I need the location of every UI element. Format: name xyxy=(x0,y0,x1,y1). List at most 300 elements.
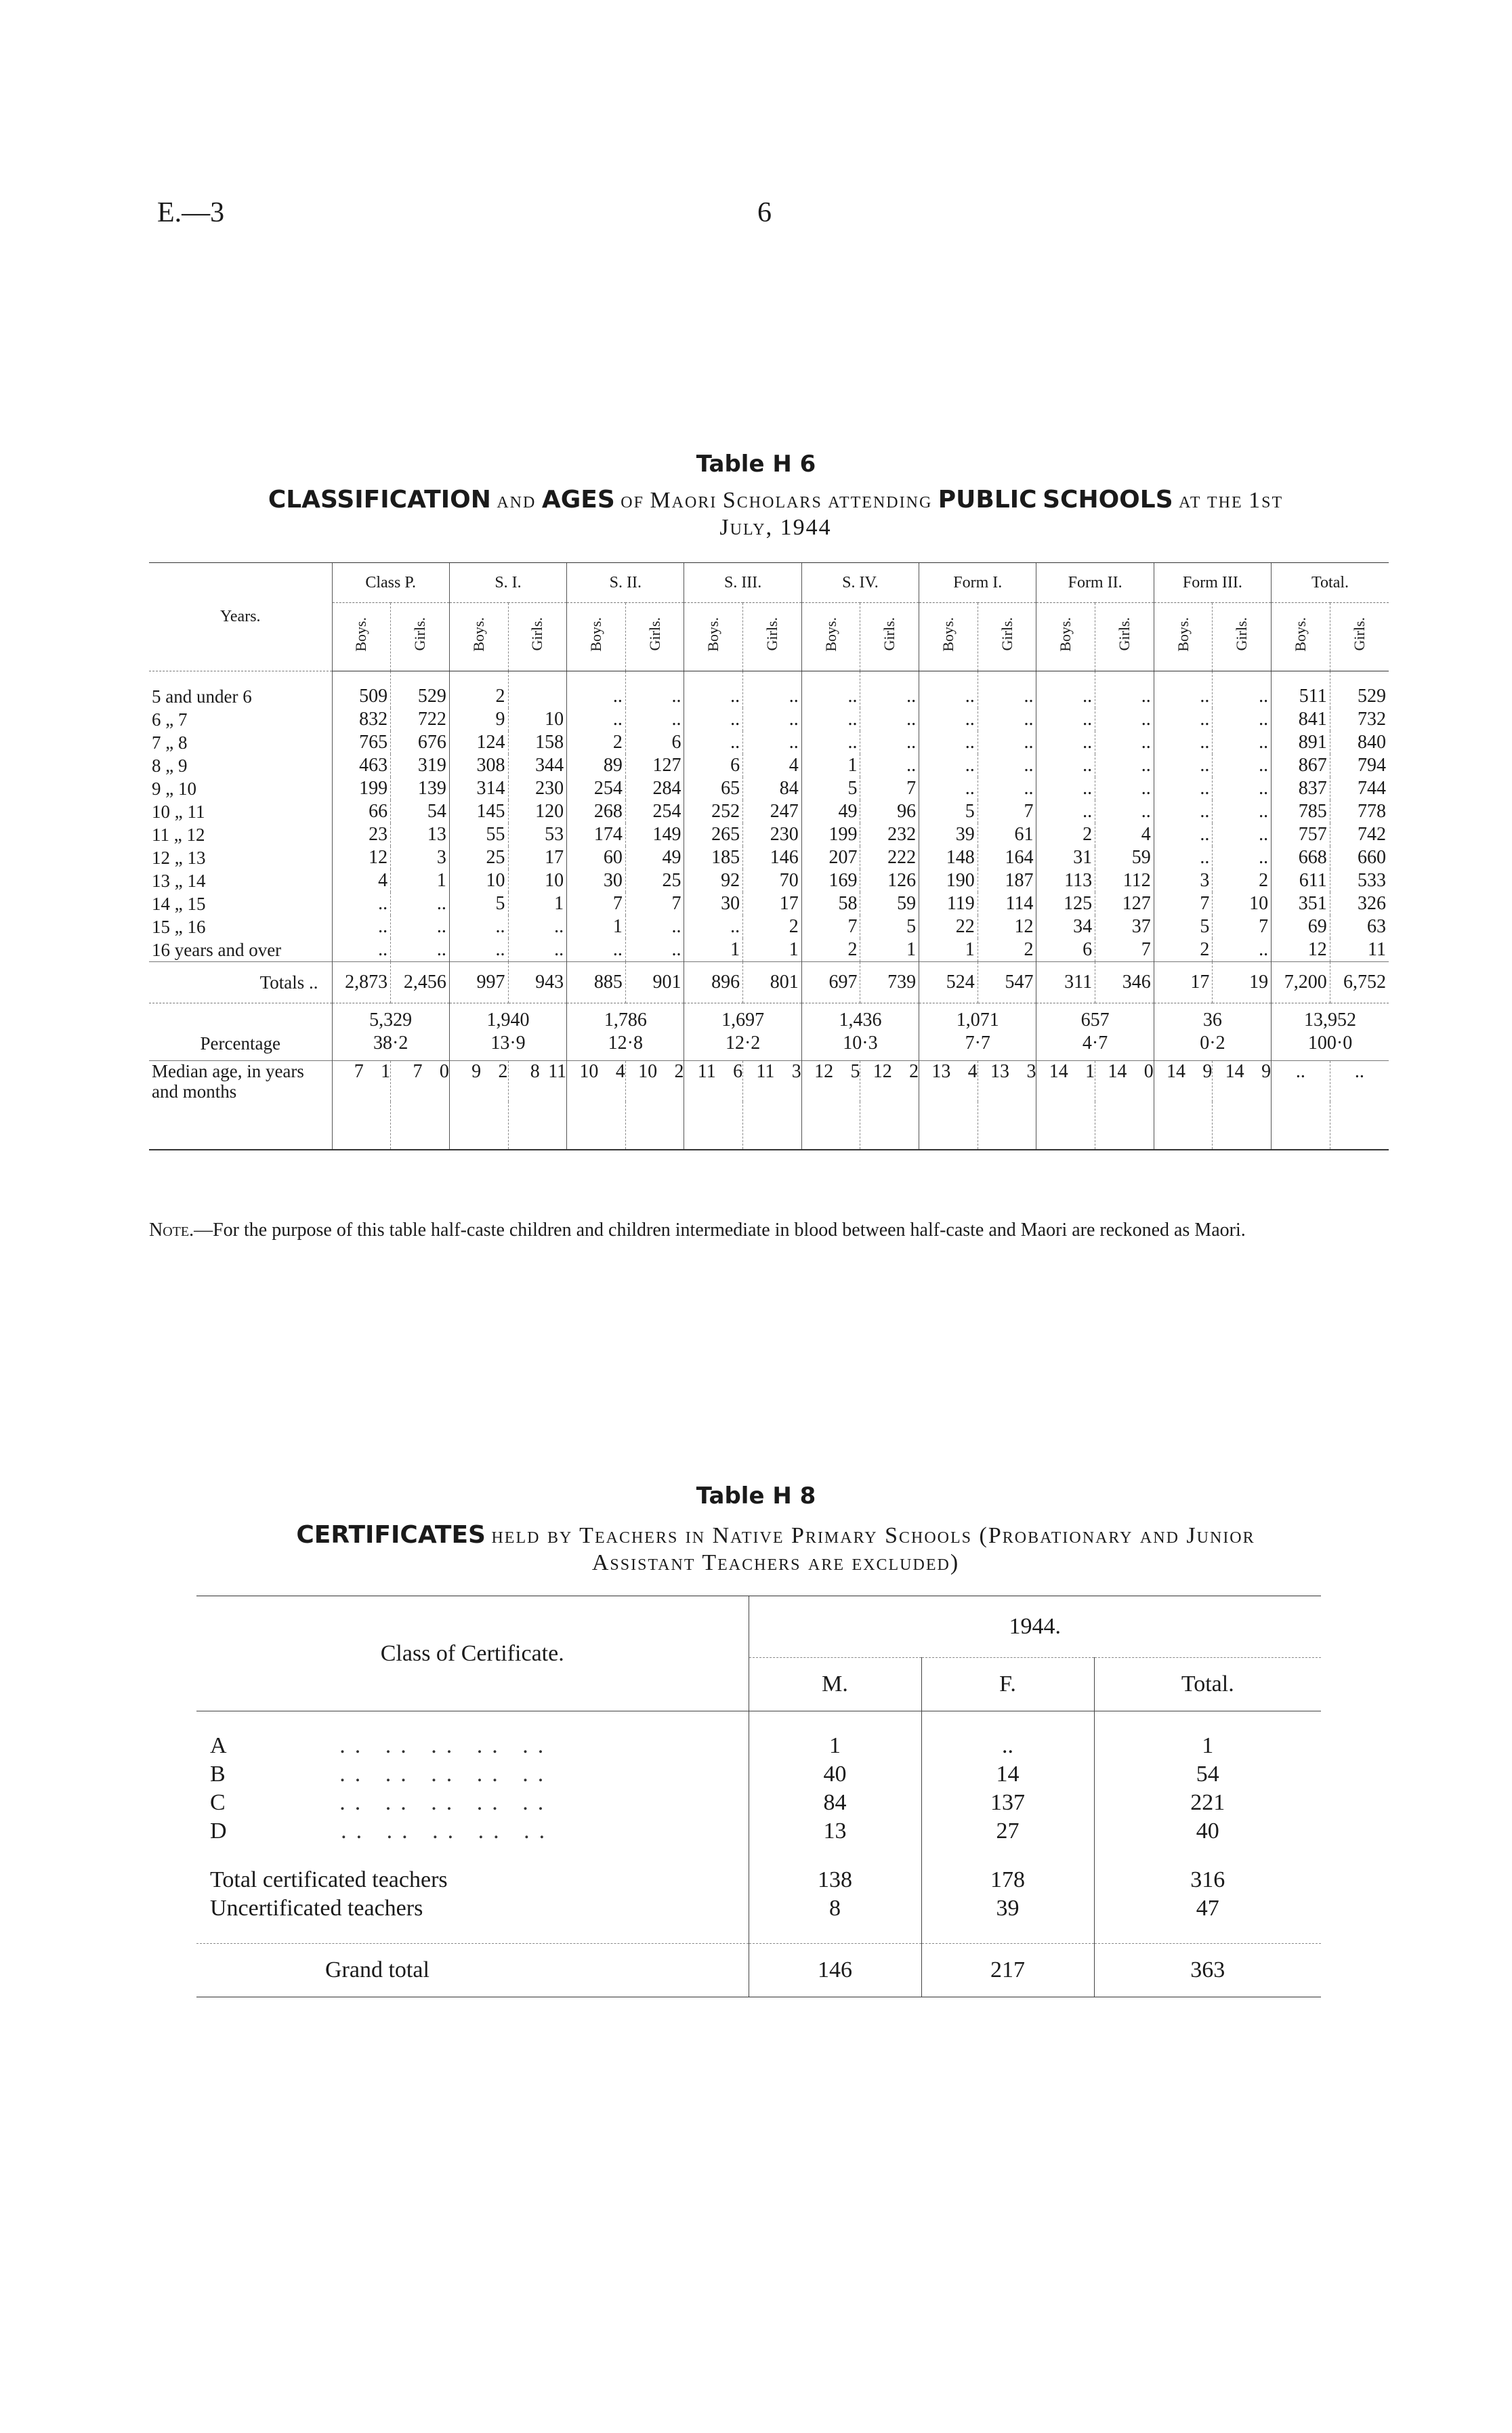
heading-word: AGES xyxy=(541,486,615,514)
total-value: 17 xyxy=(1154,962,1213,1003)
group-header: Total. xyxy=(1272,563,1389,603)
blank-cell xyxy=(567,1102,626,1150)
blank-cell xyxy=(1094,1711,1321,1732)
female-header: F. xyxy=(921,1658,1094,1711)
median-age-cell xyxy=(449,1061,508,1102)
certificates-table xyxy=(196,1596,1321,1997)
group-total: 1,071 xyxy=(956,1010,999,1031)
cell-value: .. xyxy=(1213,754,1272,777)
cell-value: .. xyxy=(332,892,391,915)
age-range-label: 14 „ 15 xyxy=(152,894,206,914)
cell-value: .. xyxy=(1036,800,1095,823)
median-years: 14 xyxy=(1049,1061,1068,1082)
cell-value: .. xyxy=(1095,731,1154,754)
total-value: 997 xyxy=(449,962,508,1003)
certificate-class-label xyxy=(196,1817,749,1846)
median-age-cell xyxy=(391,1061,450,1102)
total-count: 47 xyxy=(1094,1894,1321,1923)
cell-value: .. xyxy=(1154,731,1213,754)
cell-value: 3 xyxy=(1154,869,1213,892)
median-age-cell xyxy=(332,1061,391,1102)
total-value: 901 xyxy=(625,962,684,1003)
cell-value: .. xyxy=(684,915,743,938)
girls-header xyxy=(978,603,1036,671)
blank-cell xyxy=(921,1846,1094,1866)
cell-value: .. xyxy=(449,938,508,962)
blank-cell xyxy=(625,1102,684,1150)
cell-value: 89 xyxy=(567,754,626,777)
cell-value: .. xyxy=(567,938,626,962)
total-value: 346 xyxy=(1095,962,1154,1003)
age-range-label: 12 „ 13 xyxy=(152,848,206,868)
cell-value: 785 xyxy=(1272,800,1330,823)
median-age-cell xyxy=(567,1061,626,1102)
median-age-cell xyxy=(1036,1061,1095,1102)
table-row xyxy=(196,1866,1321,1894)
table-h8-label: Table H 8 xyxy=(696,1482,816,1510)
heading-word: PUBLIC xyxy=(938,486,1037,514)
cell-value: 187 xyxy=(978,869,1036,892)
cell-value: 832 xyxy=(332,708,391,731)
certificates-table-body xyxy=(196,1711,1321,1997)
cell-value: 794 xyxy=(1330,754,1389,777)
cell-value: 10 xyxy=(449,869,508,892)
median-years: 12 xyxy=(873,1061,892,1082)
group-header: S. IV. xyxy=(801,563,919,603)
total-count: 363 xyxy=(1094,1944,1321,1997)
median-value: .. xyxy=(1354,1061,1364,1082)
girls-header xyxy=(860,603,919,671)
female-count: 137 xyxy=(921,1789,1094,1817)
blank-cell xyxy=(749,1846,921,1866)
girls-label: Girls. xyxy=(881,617,898,651)
row-label: C xyxy=(210,1790,226,1815)
cell-value: 23 xyxy=(332,823,391,846)
classification-table xyxy=(149,562,1389,1150)
cell-value: 533 xyxy=(1330,869,1389,892)
group-total: 1,786 xyxy=(604,1010,647,1031)
row-label: Uncertificated teachers xyxy=(210,1896,423,1921)
cell-value: 63 xyxy=(1330,915,1389,938)
median-age-cell xyxy=(743,1061,802,1102)
blank-cell xyxy=(1094,1923,1321,1944)
male-count: 146 xyxy=(749,1944,921,1997)
median-age-row xyxy=(149,1061,1389,1102)
group-percentage: 100·0 xyxy=(1307,1033,1353,1054)
cell-value: .. xyxy=(625,671,684,709)
age-range-label: 6 „ 7 xyxy=(152,709,188,730)
leader-dots: .. .. .. .. .. xyxy=(339,1790,553,1815)
cell-value: .. xyxy=(919,777,978,800)
cell-value: 1 xyxy=(508,892,567,915)
boys-label: Boys. xyxy=(469,617,487,652)
cell-value: 148 xyxy=(919,846,978,869)
cell-value: .. xyxy=(860,671,919,709)
female-count: 27 xyxy=(921,1817,1094,1846)
cell-value: .. xyxy=(391,915,450,938)
cell-value: .. xyxy=(1095,754,1154,777)
cell-value: .. xyxy=(978,754,1036,777)
cell-value: .. xyxy=(449,915,508,938)
cell-value: 867 xyxy=(1272,754,1330,777)
median-months: 0 xyxy=(1143,1061,1154,1082)
cell-value: 164 xyxy=(978,846,1036,869)
group-summary xyxy=(332,1003,449,1061)
leader-dots: .. .. .. .. .. xyxy=(341,1818,555,1844)
heading-word: attending xyxy=(828,488,933,513)
cell-value: 268 xyxy=(567,800,626,823)
cell-value: .. xyxy=(801,671,860,709)
cell-value: 54 xyxy=(391,800,450,823)
cell-value: .. xyxy=(1036,754,1095,777)
cell-value: 840 xyxy=(1330,731,1389,754)
cell-value: .. xyxy=(1154,754,1213,777)
blank-cell xyxy=(1330,1102,1389,1150)
girls-header xyxy=(1095,603,1154,671)
boys-header xyxy=(801,603,860,671)
boys-header xyxy=(567,603,626,671)
cell-value: 13 xyxy=(391,823,450,846)
median-months: 3 xyxy=(791,1061,801,1082)
cell-value: .. xyxy=(567,671,626,709)
cell-value: 509 xyxy=(332,671,391,709)
median-age-cell xyxy=(1213,1061,1272,1102)
heading-word: of xyxy=(621,488,644,513)
cell-value: 25 xyxy=(625,869,684,892)
blank-cell xyxy=(860,1102,919,1150)
cell-value: 891 xyxy=(1272,731,1330,754)
cell-value: 59 xyxy=(860,892,919,915)
cell-value: 7 xyxy=(567,892,626,915)
median-value: .. xyxy=(1295,1061,1305,1082)
cell-value: 611 xyxy=(1272,869,1330,892)
table-row xyxy=(149,846,1389,869)
cell-value: 308 xyxy=(449,754,508,777)
cell-value: 529 xyxy=(391,671,450,709)
cell-value: 2 xyxy=(1213,869,1272,892)
median-months: 4 xyxy=(615,1061,625,1082)
cell-value: 11 xyxy=(1330,938,1389,962)
median-age-row-fill xyxy=(149,1102,1389,1150)
cell-value: .. xyxy=(332,915,391,938)
table-row xyxy=(149,754,1389,777)
table-row xyxy=(196,1760,1321,1789)
median-months: 1 xyxy=(381,1061,391,1082)
cell-value: 120 xyxy=(508,800,567,823)
group-percentage: 4·7 xyxy=(1082,1033,1108,1054)
cell-value: 5 xyxy=(1154,915,1213,938)
median-age-cell xyxy=(1272,1061,1330,1102)
table-row xyxy=(196,1894,1321,1923)
median-months: 11 xyxy=(548,1061,567,1082)
total-value: 801 xyxy=(743,962,802,1003)
cell-value: 17 xyxy=(743,892,802,915)
median-years: 10 xyxy=(638,1061,658,1082)
cell-value: 69 xyxy=(1272,915,1330,938)
note-lead: Note. xyxy=(149,1220,194,1241)
cell-value: .. xyxy=(919,731,978,754)
cell-value: 17 xyxy=(508,846,567,869)
table-h8-heading xyxy=(149,1522,1402,1577)
heading-word: 1st xyxy=(1248,488,1284,513)
group-percentage: 12·8 xyxy=(608,1033,643,1054)
cell-value: 59 xyxy=(1095,846,1154,869)
total-header: Total. xyxy=(1094,1658,1321,1711)
cell-value: 114 xyxy=(978,892,1036,915)
heading-word: at xyxy=(1179,488,1202,513)
cell-value: 145 xyxy=(449,800,508,823)
female-count: 217 xyxy=(921,1944,1094,1997)
cell-value: 58 xyxy=(801,892,860,915)
girls-label: Girls. xyxy=(1350,617,1368,651)
cell-value: 247 xyxy=(743,800,802,823)
table-row xyxy=(149,708,1389,731)
boys-header xyxy=(1036,603,1095,671)
cell-value: .. xyxy=(860,731,919,754)
cell-value: 1 xyxy=(860,938,919,962)
total-value: 885 xyxy=(567,962,626,1003)
cell-value: .. xyxy=(801,731,860,754)
blank-cell xyxy=(1036,1102,1095,1150)
median-months: 9 xyxy=(1261,1061,1272,1082)
boys-label: Boys. xyxy=(705,617,722,652)
cell-value: 351 xyxy=(1272,892,1330,915)
blank-cell xyxy=(749,1711,921,1732)
median-years: 11 xyxy=(756,1061,775,1082)
cell-value: .. xyxy=(332,938,391,962)
blank-cell xyxy=(508,1102,567,1150)
table-row xyxy=(196,1732,1321,1760)
group-total: 5,329 xyxy=(369,1010,413,1031)
cell-value: .. xyxy=(919,708,978,731)
median-age-cell xyxy=(860,1061,919,1102)
group-total: 13,952 xyxy=(1304,1010,1357,1031)
male-count: 8 xyxy=(749,1894,921,1923)
cell-value: 778 xyxy=(1330,800,1389,823)
cell-value: .. xyxy=(1213,823,1272,846)
cell-value: 5 xyxy=(919,800,978,823)
cell-value: 7 xyxy=(801,915,860,938)
age-range-label: 11 „ 12 xyxy=(152,825,205,845)
male-count: 138 xyxy=(749,1866,921,1894)
cell-value: .. xyxy=(801,708,860,731)
cell-value: 65 xyxy=(684,777,743,800)
cell-value: 31 xyxy=(1036,846,1095,869)
cell-value: .. xyxy=(1036,671,1095,709)
cell-value: 49 xyxy=(801,800,860,823)
cell-value: 25 xyxy=(449,846,508,869)
cell-value: 1 xyxy=(391,869,450,892)
median-months: 5 xyxy=(850,1061,860,1082)
male-count: 40 xyxy=(749,1760,921,1789)
table-row xyxy=(149,731,1389,754)
cell-value: 232 xyxy=(860,823,919,846)
boys-label: Boys. xyxy=(587,617,604,652)
total-count: 316 xyxy=(1094,1866,1321,1894)
page-header xyxy=(0,196,1512,237)
female-count: 178 xyxy=(921,1866,1094,1894)
cell-value: .. xyxy=(684,671,743,709)
totals-label: Totals .. xyxy=(149,962,332,1003)
group-percentage: 13·9 xyxy=(490,1033,526,1054)
leader-dots: .. .. .. .. .. xyxy=(339,1733,553,1758)
median-years: 12 xyxy=(814,1061,834,1082)
classification-table-body xyxy=(149,671,1389,1150)
median-years: 13 xyxy=(990,1061,1010,1082)
male-header: M. xyxy=(749,1658,921,1711)
cell-value: 39 xyxy=(919,823,978,846)
cell-value: 53 xyxy=(508,823,567,846)
total-value: 697 xyxy=(801,962,860,1003)
group-summary xyxy=(919,1003,1036,1061)
cell-value: .. xyxy=(1213,938,1272,962)
cell-value: .. xyxy=(1095,800,1154,823)
group-percentage: 0·2 xyxy=(1200,1033,1225,1054)
age-range-label: 7 „ 8 xyxy=(152,732,188,753)
cell-value: .. xyxy=(1095,777,1154,800)
cell-value: .. xyxy=(743,731,802,754)
table-row xyxy=(149,869,1389,892)
median-age-label: Median age, in years and months xyxy=(149,1061,332,1150)
boys-label: Boys. xyxy=(1174,617,1192,652)
total-value: 19 xyxy=(1213,962,1272,1003)
cell-value: 70 xyxy=(743,869,802,892)
girls-label: Girls. xyxy=(646,617,663,651)
cell-value: 124 xyxy=(449,731,508,754)
cell-value: 757 xyxy=(1272,823,1330,846)
cell-value: .. xyxy=(1213,708,1272,731)
cell-value: 230 xyxy=(743,823,802,846)
group-summary xyxy=(1036,1003,1154,1061)
group-total: 657 xyxy=(1080,1010,1110,1031)
cell-value: 126 xyxy=(860,869,919,892)
boys-girls-header-row xyxy=(149,603,1389,671)
cell-value: 6 xyxy=(1036,938,1095,962)
median-months: 6 xyxy=(733,1061,743,1082)
cell-value: 660 xyxy=(1330,846,1389,869)
group-header: S. I. xyxy=(449,563,566,603)
percentage-label: Percentage xyxy=(200,1033,280,1054)
blank-cell xyxy=(749,1923,921,1944)
boys-label: Boys. xyxy=(939,617,957,652)
cell-value: .. xyxy=(978,777,1036,800)
female-count: 14 xyxy=(921,1760,1094,1789)
cell-value: 668 xyxy=(1272,846,1330,869)
row-label: B xyxy=(210,1762,226,1787)
boys-header xyxy=(684,603,743,671)
cell-value: 230 xyxy=(508,777,567,800)
cell-value: 2 xyxy=(743,915,802,938)
total-count: 1 xyxy=(1094,1732,1321,1760)
cell-value: .. xyxy=(743,671,802,709)
total-value: 739 xyxy=(860,962,919,1003)
certificate-class-label xyxy=(196,1732,749,1760)
cell-value: 2 xyxy=(1154,938,1213,962)
cell-value: 1 xyxy=(801,754,860,777)
cell-value: 199 xyxy=(332,777,391,800)
cell-value: 5 xyxy=(801,777,860,800)
cell-value: 7 xyxy=(978,800,1036,823)
cell-value: 841 xyxy=(1272,708,1330,731)
cell-value: 174 xyxy=(567,823,626,846)
group-header: Form III. xyxy=(1154,563,1271,603)
boys-label: Boys. xyxy=(1057,617,1074,652)
median-years: 10 xyxy=(579,1061,599,1082)
cell-value: 1 xyxy=(919,938,978,962)
group-percentage: 12·2 xyxy=(725,1033,761,1054)
male-count: 13 xyxy=(749,1817,921,1846)
cell-value: 3 xyxy=(391,846,450,869)
cell-value: 7 xyxy=(1095,938,1154,962)
cell-value: 5 xyxy=(449,892,508,915)
blank-cell xyxy=(196,1923,749,1944)
cell-value: 12 xyxy=(332,846,391,869)
heading-word: SCHOOLS xyxy=(1043,486,1173,514)
boys-header xyxy=(1154,603,1213,671)
total-value: 2,873 xyxy=(332,962,391,1003)
total-value: 943 xyxy=(508,962,567,1003)
group-summary xyxy=(567,1003,684,1061)
male-count: 84 xyxy=(749,1789,921,1817)
age-range-label: 13 „ 14 xyxy=(152,871,206,891)
cell-value: .. xyxy=(978,708,1036,731)
cell-value: .. xyxy=(391,938,450,962)
group-header: S. III. xyxy=(684,563,801,603)
group-summary xyxy=(801,1003,919,1061)
cell-value: 158 xyxy=(508,731,567,754)
cell-value: 34 xyxy=(1036,915,1095,938)
blank-cell xyxy=(684,1102,743,1150)
heading-word: CLASSIFICATION xyxy=(268,486,491,514)
table-row xyxy=(196,1944,1321,1997)
age-range-label: 5 and under 6 xyxy=(152,686,252,707)
boys-header xyxy=(332,603,391,671)
table-h6-heading xyxy=(149,486,1402,541)
total-value: 2,456 xyxy=(391,962,450,1003)
row-label: Total certificated teachers xyxy=(210,1867,448,1892)
cell-value: 2 xyxy=(801,938,860,962)
cell-value: 6 xyxy=(625,731,684,754)
group-header: Class P. xyxy=(332,563,449,603)
certificate-class-label xyxy=(196,1760,749,1789)
median-months: 2 xyxy=(498,1061,508,1082)
note-text: —For the purpose of this table half-caste children and children intermediate in blood between half-caste and Maori are reckoned as Maori. xyxy=(194,1220,1246,1241)
group-header-row xyxy=(149,563,1389,603)
table-row xyxy=(149,777,1389,800)
median-months: 9 xyxy=(1202,1061,1213,1082)
cell-value: .. xyxy=(978,671,1036,709)
cell-value: 254 xyxy=(625,800,684,823)
cell-value: 344 xyxy=(508,754,567,777)
cell-value: 66 xyxy=(332,800,391,823)
median-age-cell xyxy=(508,1061,567,1102)
cell-value: 112 xyxy=(1095,869,1154,892)
median-years: 14 xyxy=(1225,1061,1244,1082)
cell-value: 12 xyxy=(1272,938,1330,962)
cell-value: .. xyxy=(625,915,684,938)
cell-value: .. xyxy=(1154,846,1213,869)
blank-cell xyxy=(1154,1102,1213,1150)
cell-value: 463 xyxy=(332,754,391,777)
cell-value: 146 xyxy=(743,846,802,869)
age-range-label: 8 „ 9 xyxy=(152,755,188,776)
heading-word: and xyxy=(497,488,537,513)
cell-value: 6 xyxy=(684,754,743,777)
cell-value: 744 xyxy=(1330,777,1389,800)
boys-header xyxy=(449,603,508,671)
cell-value: 10 xyxy=(508,869,567,892)
cell-value: 1 xyxy=(743,938,802,962)
